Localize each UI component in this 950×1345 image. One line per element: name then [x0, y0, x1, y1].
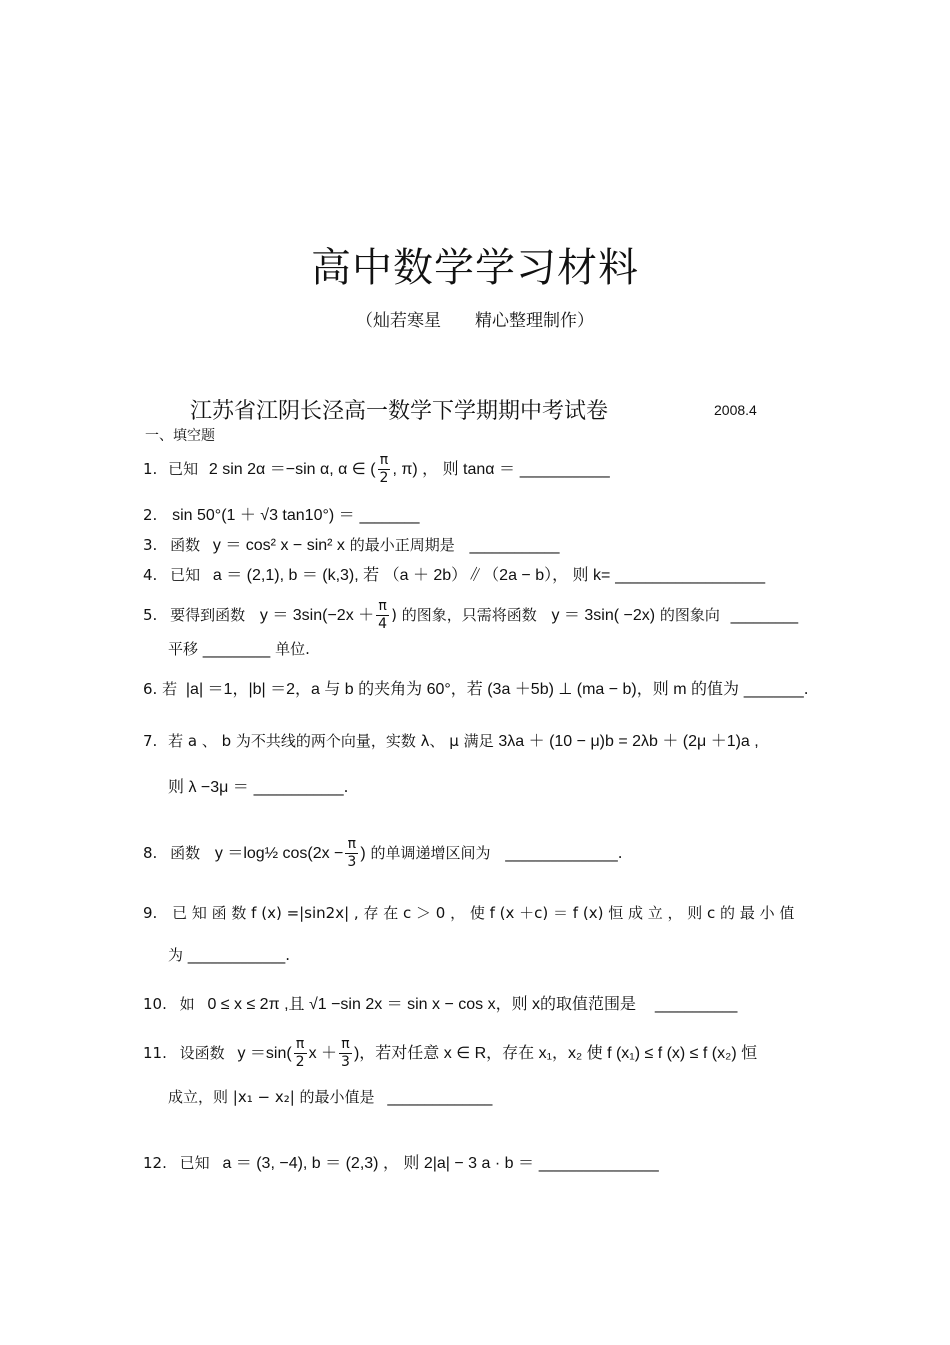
page-subtitle: （灿若寒星 精心整理制作） [356, 311, 594, 331]
question-fraction: $\frac{\pi}{2}$ [295, 1036, 305, 1070]
answer-blank: ____________________ [615, 566, 766, 584]
question-prefix: 若 a 、 b 为不共线的两个向量，实数 λ、 μ 满足 [168, 732, 494, 750]
question-prefix: 如 [179, 995, 195, 1013]
question-1 [143, 452, 610, 487]
exam-date: 2008.4 [714, 402, 757, 418]
answer-blank: _________ [730, 606, 799, 624]
question-prefix: 已知 [179, 1154, 210, 1172]
question-7-continuation [168, 774, 348, 797]
question-7 [143, 728, 759, 751]
question-math: 2 sin 2α ＝−sin α, α ∈ ( [208, 461, 376, 478]
question-number: 9. [143, 904, 158, 922]
answer-blank: _____________. [187, 946, 291, 964]
question-text: 的最小正周期是 [349, 536, 455, 554]
question-prefix: 已知 [170, 566, 201, 584]
question-fraction: $\frac{\pi}{2}$ [379, 452, 389, 486]
question-number: 1. [143, 460, 158, 478]
question-number: 10. [143, 995, 167, 1013]
question-number: 6. [143, 680, 158, 698]
question-8 [143, 836, 623, 871]
question-math-mid: x ＋ [308, 1045, 338, 1062]
question-prefix: 已知 [168, 460, 199, 478]
question-prefix: 要得到函数 [170, 606, 246, 624]
question-number: 12. [143, 1154, 167, 1172]
question-11-continuation [168, 1086, 492, 1107]
answer-blank: ____________ [519, 460, 610, 478]
question-fraction-2: $\frac{\pi}{3}$ [341, 1036, 350, 1070]
answer-blank: ________. [743, 680, 809, 698]
section-heading: 一、填空题 [145, 428, 215, 444]
question-text: 成立，则 |x₁ − x₂| 的最小值是 [168, 1088, 375, 1106]
answer-blank: ____________. [253, 778, 349, 796]
question-number: 7. [143, 732, 158, 750]
question-text: 为 [168, 946, 184, 964]
question-math-2: y ＝ 3sin( −2x) [551, 607, 656, 624]
question-text: 已 知 函 数 f (x) =|sin2x| , 存 在 c ＞ 0 ， 使 f (x ＋c) ＝ f (x) 恒 成 立 ， 则 c 的 最 小 值 [172, 904, 795, 922]
question-prefix: 函数 [170, 844, 201, 862]
answer-blank: _______________. [505, 844, 623, 862]
question-3 [143, 532, 560, 555]
question-text: 的单调递增区间为 [370, 844, 491, 862]
question-prefix: 设函数 [179, 1044, 225, 1062]
question-math-tail: )，若对任意 x ∈ R，存在 x₁，x₂ 使 f (x₁) ≤ f (x) ≤ f (x₂) 恒 [353, 1045, 758, 1062]
question-math: sin 50°(1 ＋ √3 tan10°) ＝ [172, 507, 355, 524]
question-number: 8. [143, 844, 158, 862]
exam-title: 江苏省江阴长泾高一数学下学期期中考试卷 [190, 399, 609, 424]
question-11 [143, 1036, 757, 1071]
answer-blank: ________________ [538, 1154, 659, 1172]
question-number: 5. [143, 606, 158, 624]
answer-blank: ___________ [654, 995, 738, 1013]
question-9 [143, 902, 794, 923]
answer-blank: ______________ [387, 1088, 493, 1106]
question-math: a ＝ (3, −4), b ＝ (2,3) ， 则 2|a| − 3 a · b ＝ [222, 1155, 534, 1172]
question-math: 0 ≤ x ≤ 2π ,且 √1 −sin 2x ＝ sin x − cos x，则 x的取值范围是 [207, 996, 637, 1013]
question-fraction: $\frac{\pi}{4}$ [378, 598, 388, 632]
question-number: 2. [143, 506, 158, 524]
question-math: y ＝sin( [237, 1045, 292, 1062]
question-math: a ＝ (2,1), b ＝ (k,3), 若 （a ＋ 2b）∥（2a − b）， 则 k= [212, 567, 611, 584]
question-9-continuation [168, 944, 290, 965]
answer-blank: ________ [359, 506, 420, 524]
question-number: 4. [143, 566, 158, 584]
question-text: 平移 [168, 640, 199, 658]
question-5-continuation [168, 638, 310, 659]
question-math: y ＝log½ cos(2x − [214, 845, 344, 862]
question-prefix: 函数 [170, 536, 201, 554]
question-math: y ＝ 3sin(−2x ＋ [259, 607, 375, 624]
answer-blank: ____________ [469, 536, 560, 554]
question-math-tail: ) [360, 845, 366, 862]
question-number: 11. [143, 1044, 167, 1062]
question-fraction: $\frac{\pi}{3}$ [347, 836, 357, 870]
answer-blank: _________ [202, 640, 271, 658]
question-text: 的图象向 [659, 606, 720, 624]
question-6 [143, 676, 809, 699]
question-prefix: 若 [162, 680, 178, 698]
question-5 [143, 598, 798, 633]
question-math: |a| ＝1，|b| ＝2，a 与 b 的夹角为 60°，若 (3a ＋5b) ⊥ (ma − b)，则 m 的值为 [185, 681, 739, 698]
question-10 [143, 991, 737, 1014]
question-2 [143, 502, 419, 525]
question-4 [143, 562, 765, 585]
question-text: 单位. [275, 640, 310, 658]
question-12 [143, 1150, 659, 1173]
question-math: 则 λ −3μ ＝ [168, 779, 249, 796]
question-math-tail: , π) ， 则 tanα ＝ [392, 461, 515, 478]
question-math: 3λa ＋ (10 − μ)b = 2λb ＋ (2μ ＋1)a , [498, 733, 759, 750]
page-title: 高中数学学习材料 [311, 245, 639, 291]
question-math: y ＝ cos² x − sin² x [212, 537, 345, 554]
question-number: 3. [143, 536, 158, 554]
question-math-tail: ) 的图象，只需将函数 [391, 606, 537, 624]
